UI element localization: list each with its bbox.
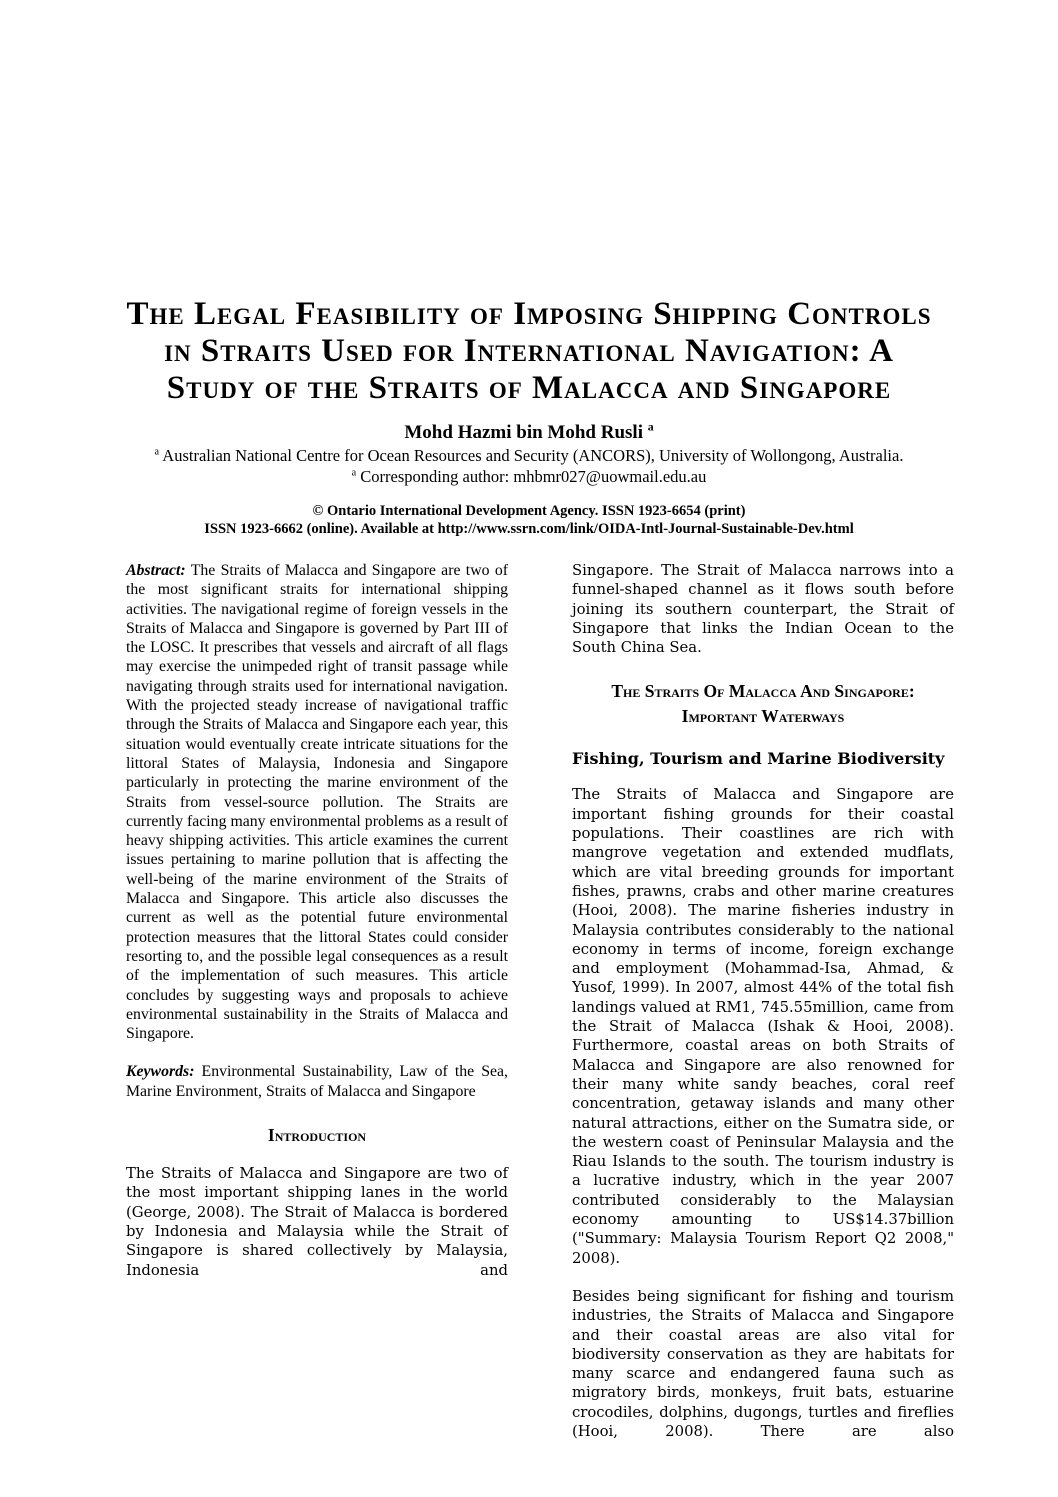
publisher-line-1: © Ontario International Development Agency. ISSN 1923-6654 (print) [312,503,746,519]
paper-header [0,0,1058,538]
section-heading-straits [572,679,954,729]
affiliation-text: Australian National Centre for Ocean Resources and Security (ANCORS), University of Wollongong, Australia. [162,446,904,465]
corresponding-text: Corresponding author: mhbmr027@uowmail.edu.au [360,467,707,486]
author-affiliation-mark: a [647,420,654,434]
abstract-text: The Straits of Malacca and Singapore are two of the most significant straits for international shipping activities. The navigational regime of foreign vessels in the Straits of Malacca and Singapore is governed by Part III of the LOSC. It prescribes that vessels and aircraft of all flags may exercise the unimpeded right of transit passage while navigating through straits used for international navigation. With the projected steady increase of navigational traffic through the Straits of Malacca and Singapore each year, this situation would eventually create intricate situations for the littoral States of Malaysia, Indonesia and Singapore particularly in protecting the marine environment of the Straits from vessel-source pollution. The Straits are currently facing many environmental problems as a result of heavy shipping activities. This article examines the current issues pertaining to marine pollution that is affecting the well-being of the marine environment of the Straits of Malacca and Singapore. This article also discusses the current as well as the potential future environmental protection measures that the littoral States could consider resorting to, and the possible legal consequences as a result of the implementation of such measures. This article concludes by suggesting ways and proposals to achieve environmental sustainability in the Straits of Malacca and Singapore. [126,562,508,1043]
corresponding-author-line [0,466,1058,487]
subsection-heading-fishing: Fishing, Tourism and Marine Biodiversity [572,749,945,769]
paper-title [114,296,944,407]
publisher-block [0,502,1058,538]
right-column [572,561,954,1460]
introduction-continuation-paragraph: Singapore. The Strait of Malacca narrows into a funnel-shaped channel as it flows south before joining its southern counterpart, the Strait of Singapore that links the Indian Ocean to the South China Sea. [572,562,954,657]
introduction-heading: Introduction [267,1125,367,1146]
author-name: Mohd Hazmi bin Mohd Rusli [404,422,643,443]
affiliation-mark: a [154,446,160,458]
title-line-1: The Legal Feasibility of Imposing Shipping Controls [126,296,932,332]
abstract-label: Abstract: [126,562,186,579]
left-column [126,561,508,1460]
title-line-3: Study of the Straits of Malacca and Singapore [166,370,892,406]
introduction-paragraph: The Straits of Malacca and Singapore are two of the most important shipping lanes in the world (George, 2008). The Strait of Malacca is bordered by Indonesia and Malaysia while the Strait of Singapore is shared collectively by Malaysia, Indonesia and [126,1165,508,1279]
section-heading-line-2: Important Waterways [681,706,845,727]
keywords-text: Environmental Sustainability, Law of the Sea, Marine Environment, Straits of Malacca and Singapore [126,1063,508,1100]
title-line-2: in Straits Used for International Navigation: A [164,333,894,369]
abstract-paragraph [126,561,508,1043]
two-column-body [0,561,954,1460]
affiliation-line [0,445,1058,466]
biodiversity-paragraph: Besides being significant for fishing and tourism industries, the Straits of Malacca and Singapore and their coastal areas are also vital for biodiversity conservation as they are habitats for many scarce and endangered fauna such as migratory birds, monkeys, fruit bats, estuarine crocodiles, dolphins, dugongs, turtles and fireflies (Hooi, 2008). There are also [572,1287,954,1440]
publisher-line-2: ISSN 1923-6662 (online). Available at http://www.ssrn.com/link/OIDA-Intl-Journal-Sustainable-Dev.html [204,521,854,537]
fishing-tourism-paragraph: The Straits of Malacca and Singapore are important fishing grounds for their coastal populations. Their coastlines are rich with mangrove vegetation and extended mudflats, which are vital breeding grounds for important fishes, prawns, crabs and other marine creatures (Hooi, 2008). The marine fisheries industry in Malaysia contributes considerably to the national economy in terms of income, foreign exchange and employment (Mohammad-Isa, Ahmad, & Yusof, 1999). In 2007, almost 44% of the total fish landings valued at RM1, 745.55million, came from the Strait of Malacca (Ishak & Hooi, 2008). Furthermore, coastal areas on both Straits of Malacca and Singapore are also renowned for their many white sandy beaches, coral reef concentration, getaway islands and many other natural attractions, either on the Sumatra side, or the western coast of Peninsular Malaysia and the Riau Islands to the south. The tourism industry is a lucrative industry, which in the year 2007 contributed considerably to the Malaysian economy amounting to US$14.37billion ("Summary: Malaysia Tourism Report Q2 2008," 2008). [572,786,954,1267]
keywords-paragraph [126,1062,508,1101]
corresponding-mark: a [351,467,357,479]
section-heading-line-1: The Straits Of Malacca And Singapore: [611,681,915,702]
keywords-label: Keywords: [126,1063,195,1081]
author-line [0,421,1058,445]
